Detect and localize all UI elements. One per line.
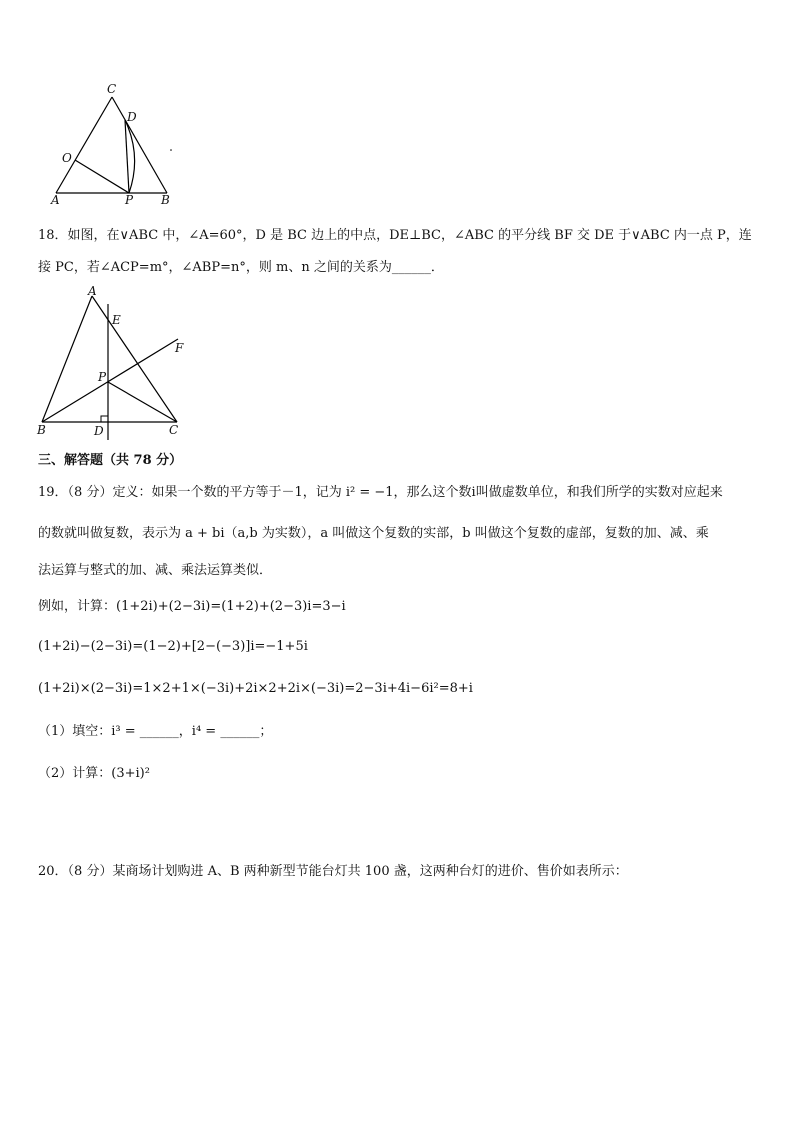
- label-o: O: [62, 151, 72, 165]
- label-b: B: [37, 423, 46, 437]
- q18-line-1: 18．如图，在∨ABC 中，∠A=60°，D 是 BC 边上的中点，DE⊥BC，∠ABC 的平分线 BF 交 DE 于∨ABC 内一点 P，连: [38, 228, 752, 243]
- figure-q18: [30, 282, 200, 442]
- label-c: C: [169, 423, 179, 437]
- q19-example-1: 例如，计算：(1+2i)+(2−3i)=(1+2)+(2−3)i=3−i: [38, 599, 346, 614]
- label-e: E: [112, 313, 121, 327]
- label-c: C: [107, 82, 117, 96]
- label-d: D: [127, 110, 137, 124]
- q19-part-2: （2）计算：(3+i)²: [38, 766, 150, 781]
- q19-part-1: （1）填空：i³ = ______，i⁴ = ______；: [38, 724, 273, 739]
- q19-line-2: 的数就叫做复数，表示为 a + bi（a,b 为实数），a 叫做这个复数的实部，b 叫做这个复数的虚部，复数的加、减、乘: [38, 526, 709, 541]
- label-b: B: [161, 193, 170, 207]
- label-a: A: [88, 284, 97, 298]
- section-heading: 三、解答题（共 78 分）: [38, 453, 183, 468]
- q19-line-3: 法运算与整式的加、减、乘法运算类似．: [38, 563, 273, 578]
- q20-line-1: 20．（8 分）某商场计划购进 A、B 两种新型节能台灯共 100 盏，这两种台灯的进价、售价如表所示：: [38, 864, 628, 879]
- triangle-abc-bisector-diagram: [30, 282, 200, 442]
- q19-example-3: (1+2i)×(2−3i)=1×2+1×(−3i)+2i×2+2i×(−3i)=2−3i+4i−6i²=8+i: [38, 681, 473, 696]
- label-f: F: [175, 341, 184, 355]
- label-p: P: [125, 193, 134, 207]
- q19-example-2: (1+2i)−(2−3i)=(1−2)+[2−(−3)]i=−1+5i: [38, 639, 308, 654]
- q19-line-1: 19．（8 分）定义：如果一个数的平方等于－1，记为 i² = −1，那么这个数i叫做虚数单位，和我们所学的实数对应起来: [38, 485, 723, 500]
- label-p: P: [98, 370, 107, 384]
- q18-line-2: 接 PC，若∠ACP=m°，∠ABP=n°，则 m、n 之间的关系为______．: [38, 260, 444, 275]
- figure-q17: [40, 80, 200, 210]
- label-a: A: [51, 193, 60, 207]
- label-d: D: [94, 424, 104, 438]
- triangle-acb-diagram: [40, 80, 200, 210]
